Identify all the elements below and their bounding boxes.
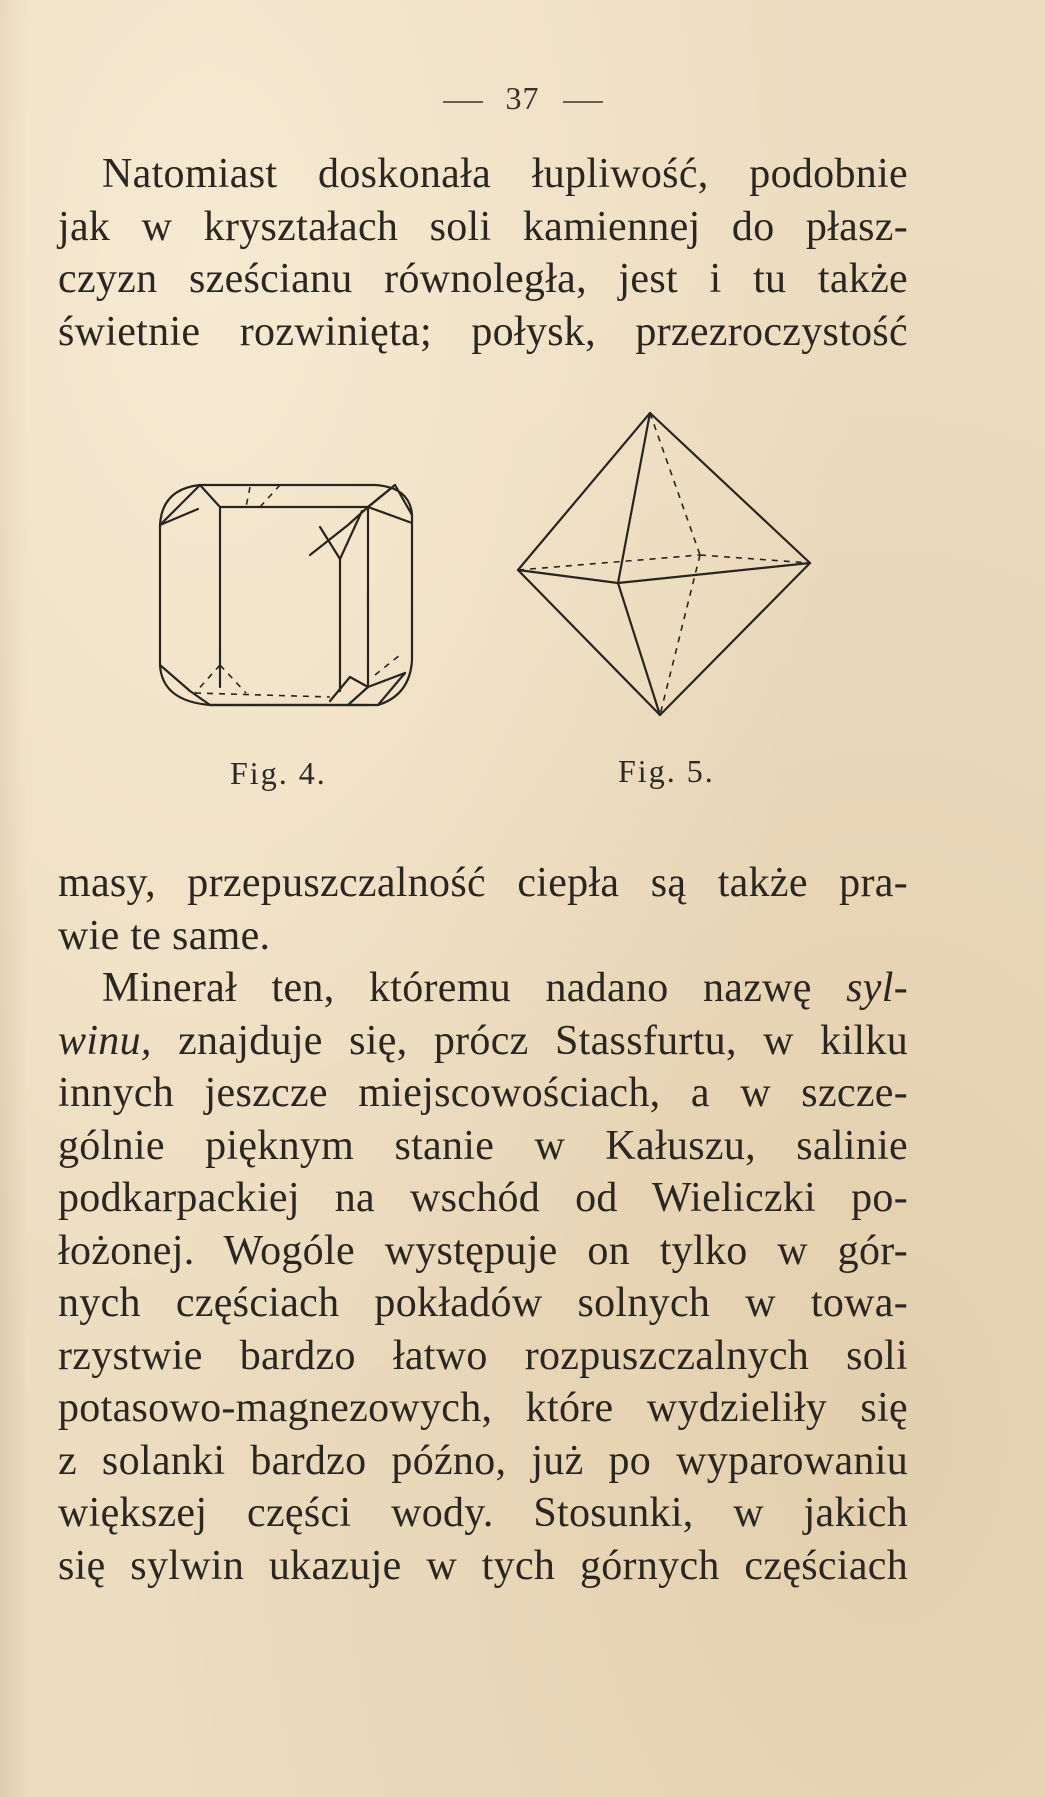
text-line: podkarpackiej na wschód od Wieliczki po- [58,1175,908,1221]
text-line: jak w kryształach soli kamiennej do płasz- [58,203,908,250]
paragraph-2-3 [58,857,908,1592]
text-line: świetnie rozwinięta; połysk, przezroczystość [58,308,908,355]
text-line-with-italic [58,962,908,1015]
text-line: masy, przepuszczalność ciepła są także pra- [58,860,908,906]
italic-term: syl- [846,965,908,1011]
text-line: z solanki bardzo późno, już po wyparowaniu [58,1437,908,1484]
text-line: większej części wody. Stosunki, w jakich [58,1490,908,1536]
text-line: łożonej. Wogóle występuje on tylko w gór- [58,1227,908,1274]
text-line: czyzn sześcianu równoległa, jest i tu także [58,256,908,302]
text-line: rzystwie bardzo łatwo rozpuszczalnych soli [58,1332,908,1379]
text-line: gólnie pięknym stanie w Kałuszu, salinie [58,1122,908,1169]
dash-left [443,101,483,103]
page-number-text: 37 [505,80,540,116]
text-line: się sylwin ukazuje w tych górnych częściach [58,1542,908,1589]
text-line: wie te same. [58,912,271,959]
fig5-caption: Fig. 5. [618,753,715,789]
fig5-octahedron-drawing [510,405,820,725]
text-line-with-italic [58,1015,908,1068]
text-span: znajduje się, prócz Stassfurtu, w kilku [151,1017,908,1064]
text-line: potasowo-magnezowych, które wydzieliły się [58,1385,908,1431]
paragraph-1 [58,148,908,358]
text-span: Minerał ten, któremu nadano nazwę [102,965,847,1011]
italic-term: winu, [58,1017,152,1064]
fig4-crystal-drawing [150,465,430,725]
text-line: Natomiast doskonała łupliwość, podobnie [102,151,908,197]
dash-right [563,101,603,103]
text-line: nych częściach pokładów solnych w towa- [58,1280,908,1326]
page-number [0,80,1045,117]
text-line: innych jeszcze miejscowościach, a w szcze- [58,1070,908,1116]
figures-area [0,405,1045,825]
fig4-caption: Fig. 4. [230,755,327,791]
